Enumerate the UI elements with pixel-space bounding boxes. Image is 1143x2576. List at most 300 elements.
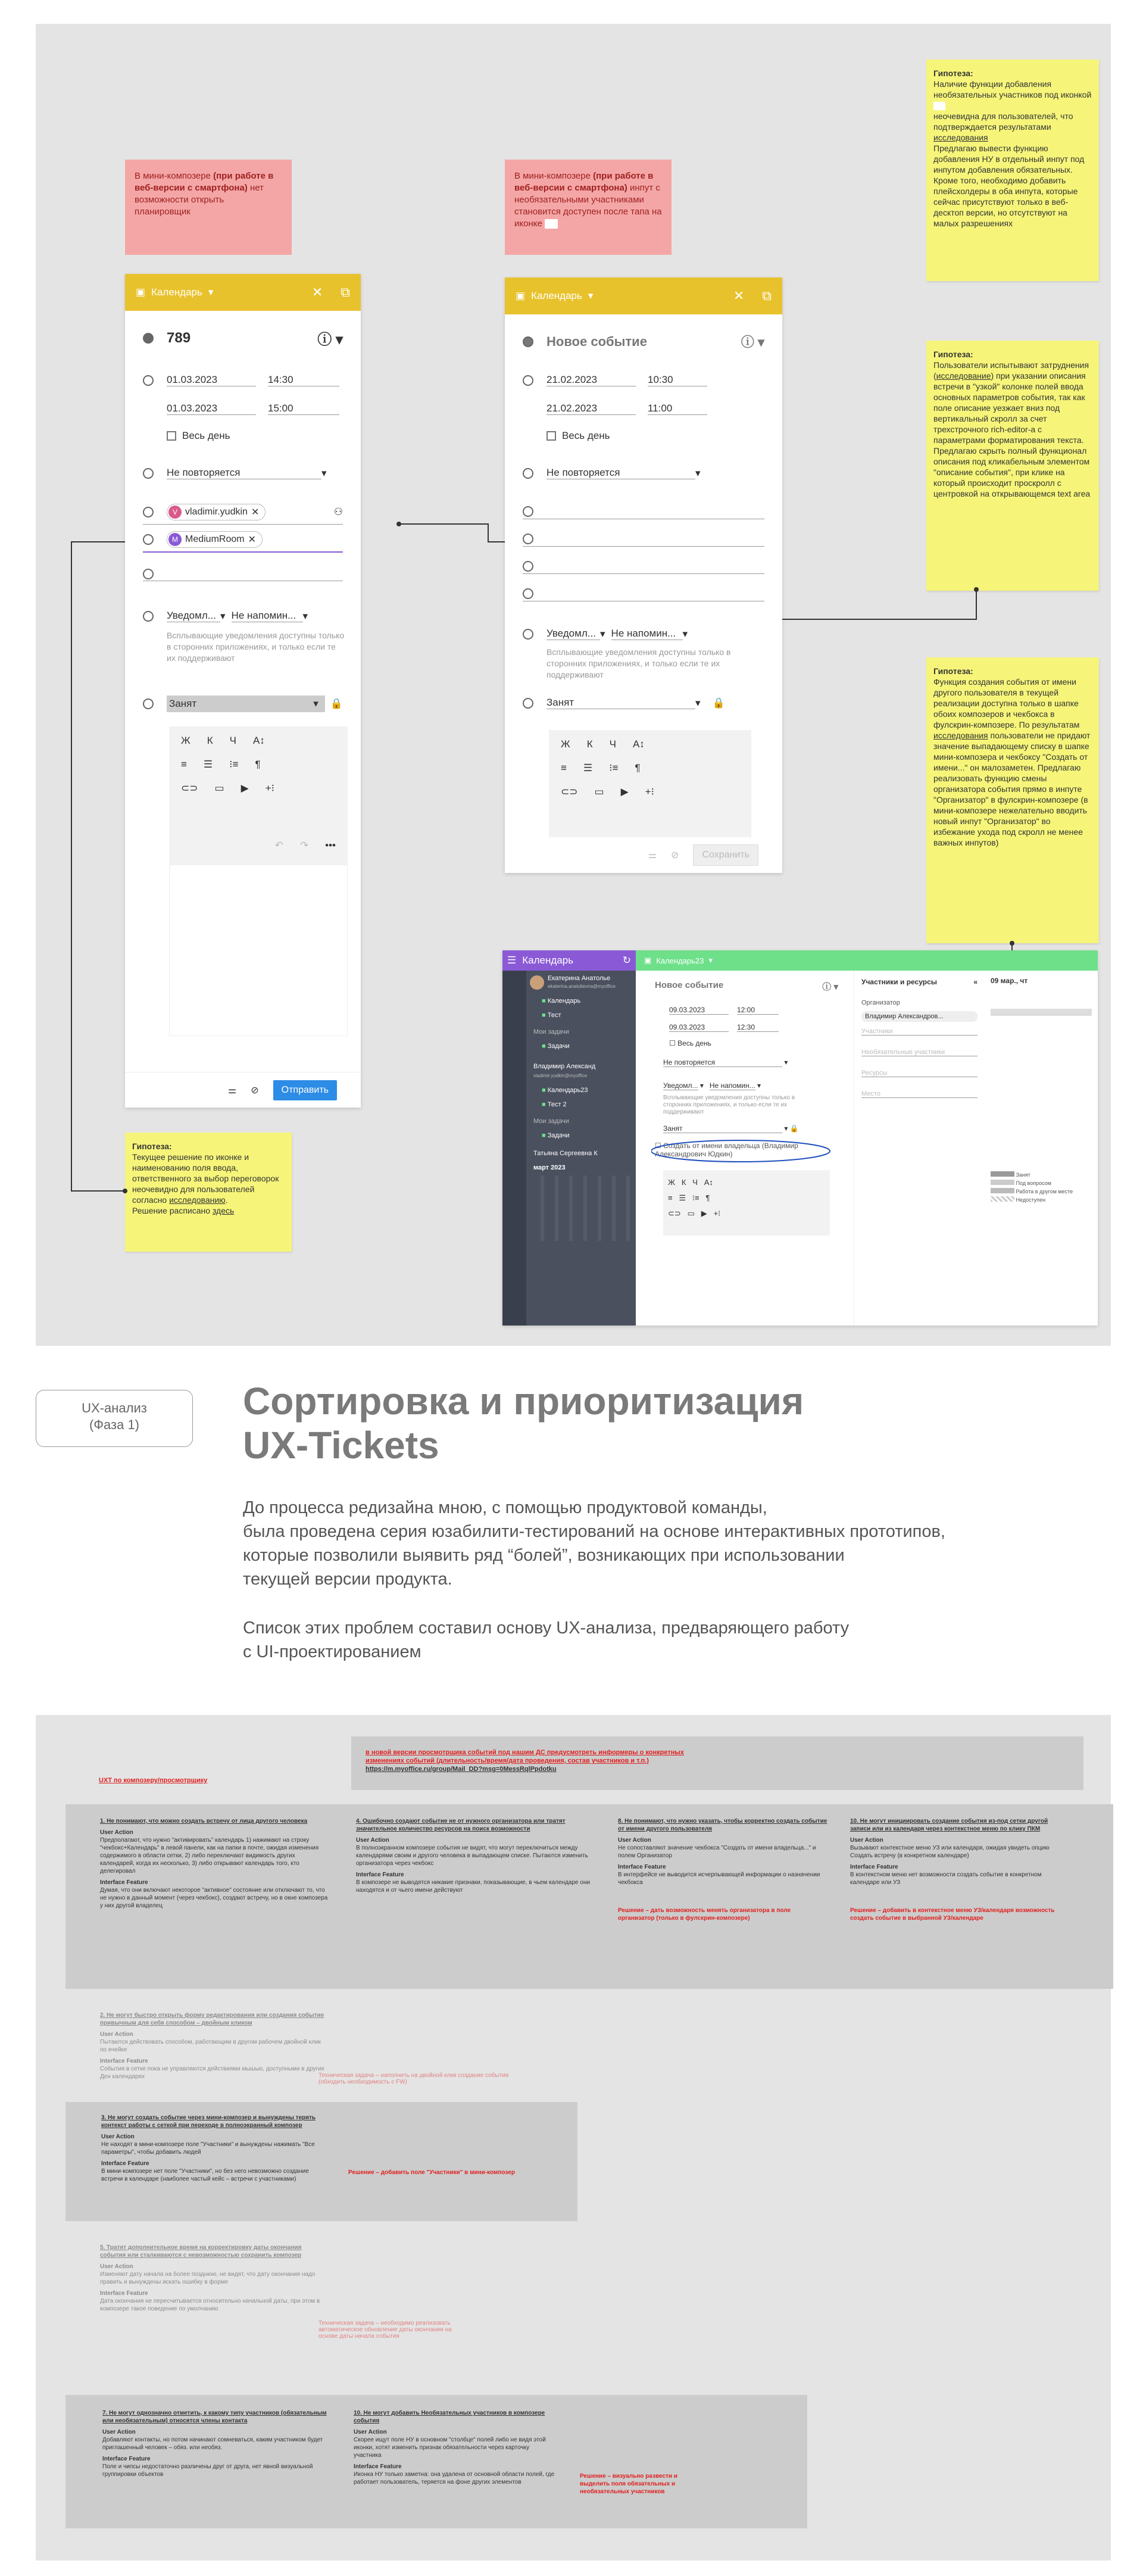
ticket-heading: Interface Feature [354, 2463, 402, 2470]
remind-select[interactable]: Не напомин... [232, 610, 303, 622]
ticket-card-8 [613, 1813, 833, 1927]
create-as-checkbox[interactable]: Создать от имени владельца (Владимир Александрович Юдкин) [655, 1142, 798, 1158]
ticket-heading: Interface Feature [100, 2058, 148, 2064]
font-size-icon[interactable]: A↕ [252, 735, 265, 746]
ticket-heading: User Action [100, 2031, 133, 2038]
video-icon[interactable]: ▶ [241, 782, 249, 794]
phase-label-line: UX-анализ [82, 1401, 147, 1415]
allday-row [523, 430, 764, 442]
date-row-2 [523, 403, 764, 415]
paragraph-icon[interactable]: ¶ [255, 759, 261, 770]
date-row-1 [669, 1006, 848, 1015]
research-link[interactable]: исследованию [169, 1195, 226, 1205]
bell-icon [523, 629, 533, 640]
date-row-2 [143, 403, 343, 415]
note-text: В мини-композере [135, 171, 214, 181]
expand-icon[interactable]: ⧉ [341, 285, 350, 300]
ticket-heading: User Action [850, 1837, 883, 1844]
ticket-card-10 [845, 1813, 1072, 1927]
repeat-icon [523, 468, 533, 479]
description-editor[interactable]: Ж К Ч A↕ ≡ ☰ ⁝≡ ¶ ⊂⊃ ▭ ▶ +⁝ [663, 1170, 830, 1236]
ticket-heading: User Action [101, 2134, 135, 2140]
intro-line: которые позволили выявить ряд “болей”, возникающих при использовании [243, 1546, 845, 1565]
format-toolbar-2 [169, 755, 348, 774]
link-icon[interactable]: ⊂⊃ [561, 786, 578, 797]
calendar-label: Тест [547, 1012, 561, 1019]
start-time-input[interactable]: 10:30 [648, 374, 707, 386]
info-icon[interactable]: ⓘ ▾ [317, 332, 343, 348]
notify-select[interactable]: Уведомл... [167, 610, 220, 622]
title-row [655, 980, 848, 993]
allday-checkbox[interactable] [167, 431, 176, 441]
busy-select[interactable]: Занят [663, 1124, 782, 1133]
note-text: ) при указании описания встречи в "узкой" колонке полей ввода основных параметров события, так как поле описание уезжает вниз под вертикальный скролл за счет трехстрочного rich-editor-а с параметрами форматирования текста. Предлагаю скрыть полный функционал описания под кликабельным элементом "описание события", при клике на который происходит проскролл с центровкой на открывающемся text area [933, 371, 1091, 498]
repeat-select[interactable]: Не повторяется [167, 467, 321, 479]
note-text: неочевидна для пользователей, что подтверждается результатами [933, 111, 1073, 132]
ticket-title: 10. Не могут добавить Необязательных участников в композере события [354, 2410, 545, 2424]
repeat-select[interactable]: Не повторяется [546, 467, 695, 479]
schedule-date: 09 мар., чт [991, 977, 1028, 985]
title-row [143, 328, 343, 348]
user-item[interactable] [530, 974, 632, 991]
settings-icon[interactable]: ⚌ [648, 850, 657, 860]
menu-icon[interactable]: ☰ [507, 955, 517, 966]
end-time-input[interactable]: 11:00 [648, 403, 707, 415]
start-date-input[interactable]: 21.02.2023 [546, 374, 636, 386]
note-bold: (при работе в веб-версии с смартфона) [135, 171, 274, 193]
optional-participants-icon[interactable]: ⚇ [333, 506, 343, 517]
ticket-title: 2. Не могут быстро открыть форму редактирования или создания событие привычным для себя способом – двойным кликом [100, 2012, 324, 2026]
legend-item: Занят [991, 1171, 1092, 1179]
note-bold: (при работе в веб-версии с смартфона) [514, 171, 654, 193]
fullscreen-composer [502, 950, 1098, 1326]
busy-row: Занят ▾ 🔒 [663, 1124, 799, 1133]
note-text: инпут с необязательными участниками становится доступен после тапа на иконке [514, 183, 662, 229]
ticket-text: Иконка НУ только заметна: она удалена от основной области полей, где работает пользователь, теряется на фоне других элементов [354, 2471, 555, 2485]
end-date-input[interactable]: 21.02.2023 [546, 403, 636, 415]
intro-line: была проведена серия юзабилити-тестирований на основе интерактивных прототипов, [243, 1522, 945, 1541]
align-icon[interactable]: ≡ [181, 759, 187, 770]
calendar-icon: ▣ [516, 290, 526, 301]
resource-row [523, 559, 764, 574]
add-icon[interactable]: +⁝ [265, 782, 274, 794]
note-text: Функция создания события от имени другого пользователя в текущей реализации доступна только в шапке обоих композеров и чекбокса в фулскрин-композере. По результатам [933, 677, 1080, 729]
notify-row: Уведомл... ▾ Не напомин... ▾ [663, 1081, 761, 1090]
sidebar-calendar-item[interactable]: ■ Календарь23 [542, 1087, 588, 1094]
note-title: Гипотеза: [933, 350, 973, 359]
location-icon [143, 569, 154, 579]
ticket-heading: User Action [100, 2263, 133, 2270]
note-title: Гипотеза: [933, 68, 973, 78]
format-toolbar-1 [169, 726, 348, 755]
ticket-title: 3. Не могут создать событие через мини-композер и вынуждены терять контекст работы с сеткой при переходе в полноэкранный композер [101, 2115, 316, 2129]
save-button[interactable]: Сохранить [693, 844, 758, 866]
solution-link[interactable]: здесь [212, 1206, 235, 1215]
participants-input[interactable]: Участники [861, 1028, 978, 1036]
calendar-label: Календарь [547, 997, 581, 1005]
start-time-input[interactable]: 14:30 [268, 374, 339, 386]
format-toolbar-3 [549, 778, 751, 806]
paragraph-icon[interactable]: ¶ [635, 762, 641, 774]
intro-paragraph [243, 1496, 1106, 1591]
ticket-title: 10. Не могут инициировать создание события из-под сетки другой записи или из календаря через контекстное меню по клику ПКМ [850, 1818, 1048, 1832]
ticket-title: 4. Ошибочно создают событие не от нужного организатора или тратят значительное количество ресурсов на поиск возможности [356, 1818, 566, 1832]
top-note-link[interactable]: https://m.myoffice.ru/group/Mail_DD?msg=0MessRqlPpdotku [366, 1766, 557, 1773]
busy-row: Занят ▾ 🔒 [143, 696, 343, 712]
repeat-icon [143, 468, 154, 479]
participants-row [523, 504, 764, 519]
briefcase-icon [523, 698, 533, 709]
title-line: Сортировка и приоритизация [243, 1380, 804, 1423]
remind-select[interactable]: Не напомин... [611, 628, 683, 640]
info-icon[interactable]: ⓘ ▾ [822, 982, 838, 992]
organizer-chip[interactable]: Владимир Александров... [861, 1011, 978, 1022]
calendar-label: Тест 2 [547, 1101, 567, 1108]
ticket-text: События в сетке пока не управляются действиями мышью, доступными в других Ден календарях [100, 2066, 324, 2080]
align-icon[interactable]: ≡ [561, 762, 567, 774]
intro-line: Список этих проблем составил основу UX-анализа, предваряющего работу [243, 1618, 850, 1638]
legend-item: Недоступен [991, 1196, 1092, 1204]
ticket-text: В мини-композере нет поле "Участники", но без него невозможно создание встречи в календаре (наиболее частый кейс – встречи с участниками) [101, 2168, 309, 2182]
event-title[interactable]: 789 [167, 329, 191, 346]
event-title[interactable]: Новое событие [546, 333, 647, 349]
date-row-1 [523, 374, 764, 386]
research-link[interactable]: исследования [933, 133, 988, 142]
app-header [502, 950, 636, 971]
ticket-text: Изменяют дату начала на более позднюю, не видят, что дату окончания надо править и вынуждены искать ошибку в форме [100, 2271, 316, 2285]
sticky-hypothesis-4: Гипотеза: Текущее решение по иконке и наименованию поля ввода, ответственного за выбор переговорок неочевидно для пользователей согласно исследованию. Решение расписано здесь [125, 1133, 292, 1252]
app-title: Календарь [531, 290, 582, 301]
date-row-1 [143, 374, 343, 386]
repeat-row: Не повторяется ▾ [143, 467, 343, 479]
date-row-2 [669, 1023, 848, 1032]
intro-line: текущей версии продукта. [243, 1570, 452, 1589]
ticket-solution: Решение – дать возможность менять организатора в поле организатор (только в фулскрин-композере) [618, 1907, 791, 1922]
mini-composer-1 [125, 274, 361, 1108]
description-editor[interactable] [169, 726, 348, 1036]
briefcase-icon [143, 698, 154, 709]
bold-icon[interactable]: Ж [181, 735, 190, 746]
settings-icon[interactable]: ⚌ [227, 1085, 237, 1096]
ticket-heading: User Action [356, 1837, 389, 1844]
history-toolbar [275, 840, 336, 852]
format-toolbar-2 [549, 759, 751, 778]
ticket-card-1 [95, 1813, 333, 1914]
user-name: Екатерина Анатолье [548, 975, 611, 982]
intro-paragraph-2 [243, 1616, 1106, 1664]
ticket-heading: User Action [100, 1829, 133, 1836]
optional-user-icon [523, 534, 533, 544]
ticket-heading: User Action [354, 2429, 387, 2435]
allday-label: Весь день [677, 1039, 711, 1047]
top-note [351, 1736, 1083, 1790]
ticket-card-10b [349, 2405, 563, 2491]
end-date-input[interactable]: 01.03.2023 [167, 403, 256, 415]
ticket-text: Дата окончания не пересчитывается относительно начальной даты, при этом в композере такое поведение по умолчанию [100, 2298, 320, 2312]
ticket-solution: Решение – добавить поле "Участники" в мини-композер [348, 2169, 515, 2176]
note-title: Гипотеза: [132, 1142, 172, 1151]
note-text: нет возможности открыть планировщик [135, 183, 264, 217]
user-name[interactable]: Татьяна Сергеевна К [533, 1150, 598, 1157]
start-date-input[interactable]: 09.03.2023 [669, 1006, 729, 1015]
tab-title[interactable]: Календарь23 [656, 956, 704, 965]
send-button[interactable]: Отправить [273, 1080, 337, 1100]
notify-hint: Всплывающие уведомления доступны только в сторонних приложениях, и только если те их поддерживают [167, 631, 345, 663]
highlight-circle [651, 1138, 836, 1164]
format-toolbar-3 [169, 774, 348, 803]
section-heading: Мои задачи [533, 1028, 569, 1036]
place-input[interactable]: Место [861, 1090, 978, 1098]
font-size-icon[interactable]: A↕ [632, 738, 645, 750]
chevron-down-icon[interactable]: ▾ [588, 290, 594, 301]
sidebar-calendar-item[interactable]: ■ Тест 2 [542, 1101, 567, 1108]
ticket-title: 8. Не понимают, что нужно указать, чтобы корректно создать событие от имени другого пользователя [618, 1818, 827, 1832]
ticket-card-5 [95, 2239, 333, 2318]
ticket-text: В контекстном меню нет возможности создать событие в конкретном календаре или УЗ [850, 1872, 1042, 1886]
create-as-row: ☐ Создать от имени владельца (Владимир Александрович Юдкин) [655, 1142, 833, 1158]
app-title: Календарь [151, 286, 202, 298]
tab-bar: ▣ Календарь23 ▾ [636, 950, 1098, 971]
underline-icon[interactable]: Ч [609, 738, 616, 750]
composer-footer [125, 1072, 361, 1108]
top-note-text: в новой версии просмотрщика событий под нашим ДС предусмотреть информеры о конкретных изменениях событий (длительность/время/дата проведения, состав участников и т.п.) [366, 1749, 684, 1764]
ticket-text: В композере не выводятся никакие признаки, показывающие, в чьем календаре они находятся и от чьего имени действуют [356, 1879, 591, 1894]
attach-icon[interactable]: ⊘ [671, 850, 679, 860]
color-dot-icon[interactable] [523, 336, 533, 347]
note-text: Предлагаю вывести функцию добавления НУ в отдельный инпут под инпутом добавления обязательных. Кроме того, необходимо добавить плейсхолдеры в оба инпута, которые сейчас присутствуют только в веб-десктоп версии, но отсутствуют на малых разрешениях [933, 144, 1085, 228]
note-text: Пользователи испытывают затруднения ( [933, 360, 1089, 381]
participant-chip[interactable]: V vladimir.yudkin ✕ [167, 504, 266, 520]
collapse-icon[interactable]: « [973, 978, 978, 986]
ticket-text: В интерфейсе не выводится исчерпывающей информации о назначении чекбокса [618, 1872, 820, 1886]
composer-titlebar [505, 277, 782, 314]
ticket-heading: User Action [618, 1837, 651, 1844]
sidebar-task-item[interactable]: ■ Задачи [542, 1132, 570, 1139]
close-icon[interactable]: ✕ [733, 288, 745, 303]
section-heading: Мои задачи [533, 1118, 569, 1125]
ticket-heading: User Action [102, 2429, 136, 2435]
close-icon[interactable]: ✕ [311, 285, 323, 300]
video-icon[interactable]: ▶ [620, 786, 629, 797]
italic-icon[interactable]: К [586, 738, 593, 750]
intro-line: До процесса редизайна мною, с помощью продуктовой команды, [243, 1498, 767, 1517]
ticket-card-2 [95, 2007, 333, 2085]
ticket-text: Не находят в мини-композере поле "Участники" и вынуждены нажимать "Все параметры", чтобы добавить людей [101, 2141, 315, 2156]
chevron-down-icon[interactable]: ▾ [208, 286, 214, 298]
ticket-title: 7. Не могут однозначно отметить, к какому типу участников (обязательным или необязательным) относятся члены контакта [102, 2410, 327, 2424]
ticket-text: Добавляют контакты, но потом начинают сомневаться, каким участником будет приглашенный человек – обяз. или необяз. [102, 2437, 323, 2451]
avatar: M [168, 533, 182, 546]
ticket-solution: Решение – визуально развести и выделить поля обязательных и необязательных участников [580, 2473, 677, 2495]
phase-label [36, 1390, 193, 1447]
allday-checkbox[interactable] [546, 431, 556, 441]
bell-icon [143, 611, 154, 622]
ticket-text: Пытаются действовать способом, работающим в другом рабочем двойной клик по ячейке [100, 2039, 321, 2053]
ux-tickets-board [36, 1715, 1111, 2561]
sidebar-calendar-item[interactable]: ■ Календарь [542, 997, 581, 1005]
list-icon[interactable]: ⁝≡ [609, 762, 619, 774]
calendar-label: Календарь23 [547, 1087, 588, 1094]
busy-row: Занят ▾ 🔒 [523, 697, 764, 709]
align-center-icon[interactable]: ☰ [203, 759, 213, 770]
ticket-text: Предполагают, что нужно "активировать" календарь 1) нажимают на строку "чекбокс+Календарь" в левой панели, как на папки в почте, ожидая изменения содержимого в области сетки, 2) либо переключают видимость других календарей, когда их несколько, 3) либо открывают календарь того, кто делегировал [100, 1837, 319, 1875]
ticket-solution: Решение – добавить в контекстное меню УЗ/календаря возможность создать событие в выбранной УЗ/календаре [850, 1907, 1055, 1922]
start-date-input[interactable]: 01.03.2023 [167, 374, 256, 386]
user-name[interactable]: Владимир Александ [533, 1063, 596, 1070]
resources-input[interactable]: Ресурсы [861, 1069, 978, 1077]
sidebar-calendar-item[interactable]: ■ Тест [542, 1012, 561, 1019]
ticket-note: Техническая задача – наполнить на двойной клик создание события (обходить необходимость с FW) [318, 2072, 509, 2085]
notify-select[interactable]: Уведомл... [663, 1081, 698, 1090]
room-icon [143, 534, 154, 545]
ticket-heading: Interface Feature [850, 1864, 898, 1870]
user-email: ekaterina.anatolievna@myoffice [548, 984, 616, 989]
room-icon [523, 561, 533, 572]
note-text: Текущее решение по иконке и наименованию поля ввода, ответственного за выбор переговорок неочевидно для пользователей согласно [132, 1152, 279, 1205]
research-link[interactable]: исследование [936, 371, 991, 381]
repeat-select[interactable]: Не повторяется [663, 1058, 782, 1067]
schedule-row [991, 1009, 1092, 1016]
mini-calendar-month: март 2023 [533, 1164, 566, 1171]
app-title: Календарь [522, 955, 574, 966]
expand-icon[interactable]: ⧉ [762, 288, 772, 303]
ticket-heading: Interface Feature [101, 2160, 149, 2167]
italic-icon[interactable]: К [207, 735, 213, 746]
refresh-icon[interactable]: ↻ [622, 955, 631, 966]
notify-select[interactable]: Уведомл... [546, 628, 600, 640]
ticket-title: 1. Не понимают, что можно создать встречу от лица другого человека [100, 1818, 308, 1825]
ticket-card-3 [65, 2102, 577, 2221]
attach-icon[interactable]: ⊘ [251, 1085, 259, 1096]
prototype-board [36, 24, 1111, 1346]
ticket-text: Не сопоставляют значение чекбокса "Создать от имени владельца..." и полем Организатор [618, 1845, 816, 1859]
legend-item: Работа в другом месте [991, 1187, 1092, 1196]
list-icon[interactable]: ⁝≡ [229, 759, 239, 770]
panel-header [861, 978, 978, 986]
panel-title: Участники и ресурсы [861, 978, 937, 986]
task-label: Задачи [547, 1043, 570, 1050]
busy-select[interactable]: Занят [167, 696, 325, 712]
user-icon [523, 506, 533, 517]
event-title[interactable]: Новое событие [655, 980, 724, 990]
more-icon[interactable]: ••• [325, 840, 336, 851]
sidebar-task-item[interactable]: ■ Задачи [542, 1043, 570, 1050]
bold-icon[interactable]: Ж [561, 738, 570, 750]
repeat-row: Не повторяется ▾ [663, 1058, 788, 1066]
page-title [243, 1379, 1076, 1467]
composer-footer [505, 837, 782, 873]
remind-select[interactable]: Не напомин... [709, 1081, 755, 1090]
ticket-text: Скорее ищут поле НУ в основном "столбце" полей либо не видя этой иконки, хотят изменить признак обязательности через карточку участника [354, 2437, 546, 2459]
user-email: vladimir.yudkin@myoffice [533, 1073, 588, 1078]
user-icon [143, 507, 154, 517]
align-center-icon[interactable]: ☰ [583, 762, 593, 774]
redo-icon[interactable]: ↷ [299, 840, 309, 851]
end-date-input[interactable]: 09.03.2023 [669, 1023, 729, 1032]
repeat-row: Не повторяется ▾ [523, 467, 764, 479]
notify-row: Уведомл... ▾ Не напомин... ▾ [523, 628, 764, 640]
end-time-input[interactable]: 12:30 [737, 1023, 779, 1032]
intro-line: с UI-проектированием [243, 1642, 421, 1661]
ticket-card-4 [351, 1813, 595, 1899]
calendar-icon: ▣ [644, 956, 652, 965]
resource-row [143, 531, 343, 553]
link-icon[interactable]: ⊂⊃ [181, 782, 198, 794]
image-icon[interactable]: ▭ [594, 786, 604, 797]
availability-legend [991, 1171, 1092, 1204]
allday-row [143, 430, 343, 442]
notify-hint: Всплывающие уведомления доступны только в сторонних приложениях, и только если те их поддерживают [546, 647, 731, 679]
note-text: пользователи не придают значение выпадающему списку в шапке мини-композера и чекбоксу "Создать от имени..." он малозаметен. Предлагаю реализовать функцию смены организатора события прямо в инпуте "Организатор" в фулскрин-композере (в мини-композере нежелательно вводить новый инпут "Организатор" во избежание ухода под скролл не менее важных инпутов) [933, 731, 1091, 847]
busy-select[interactable]: Занят [546, 697, 695, 709]
ticket-text: В полноэкранном композере события не видят, что могут переключиться между календарями своим и другого человека в выпадающем списке. Пытаются изменить организатора через чекбокс [356, 1845, 588, 1867]
ticket-heading: Interface Feature [102, 2456, 151, 2462]
ticket-text: Вызывают контекстное меню УЗ или календаря, ожидая увидеть опцию Создать встречу (в конкретном календаре) [850, 1845, 1050, 1859]
ticket-text: Поле и чипсы недостаточно различены друг от друга, нет явной визуальной группировки объектов [102, 2463, 313, 2478]
calendar-sidebar [526, 971, 636, 1326]
participants-panel [854, 971, 985, 1326]
undo-icon[interactable]: ↶ [274, 840, 283, 851]
optional-participants-input[interactable]: Необязательные участники [861, 1049, 978, 1056]
mini-composer-2 [505, 277, 782, 873]
info-icon[interactable]: ⓘ ▾ [741, 335, 764, 350]
schedule-grid [985, 971, 1098, 1326]
location-row [143, 567, 343, 581]
calendar-icon: ▣ [136, 286, 146, 298]
allday-row: ☐ Весь день [669, 1039, 711, 1047]
research-link[interactable]: исследования [933, 731, 988, 740]
ticket-heading: Interface Feature [356, 1872, 404, 1878]
allday-label: Весь день [562, 430, 610, 441]
description-editor[interactable] [549, 730, 751, 837]
avatar: V [168, 506, 182, 519]
ticket-note: Техническая задача – необходимо реализовать автоматическое обновление даты окончания на основе даты начала события [318, 2320, 452, 2340]
note-title: Гипотеза: [933, 666, 973, 676]
add-icon[interactable]: +⁝ [645, 786, 654, 797]
optional-participants-row [523, 531, 764, 547]
title-line: UX-Tickets [243, 1424, 439, 1467]
ticket-card-7 [98, 2405, 336, 2483]
title-row [523, 332, 764, 351]
event-form [645, 971, 848, 1326]
underline-icon[interactable]: Ч [229, 735, 236, 746]
phase-label-line: (Фаза 1) [89, 1417, 140, 1432]
ticket-text: Думая, что они включают некоторое "активное" состояние или отключают то, что не нужно в данный момент (через чекбокс), создают встречу, но в окне композера у них другой владелец [100, 1887, 328, 1909]
color-dot-icon[interactable] [143, 333, 154, 344]
location-icon [523, 588, 533, 599]
start-time-input[interactable]: 12:00 [737, 1006, 779, 1015]
composer-titlebar [125, 274, 361, 311]
image-icon[interactable]: ▭ [214, 782, 224, 794]
resource-chip[interactable]: M MediumRoom ✕ [167, 531, 263, 548]
end-time-input[interactable]: 15:00 [268, 403, 339, 415]
mini-calendar-grid[interactable] [530, 1175, 632, 1241]
ticket-heading: Interface Feature [100, 1879, 148, 1886]
note-text: В мини-композере [514, 171, 594, 181]
location-row [523, 586, 764, 601]
format-toolbar-1 [549, 730, 751, 759]
chip-label: MediumRoom [185, 534, 245, 544]
icon-rail [502, 971, 526, 1326]
ticket-heading: Interface Feature [100, 2290, 148, 2297]
notify-row: Уведомл... ▾ Не напомин... ▾ [143, 610, 343, 622]
notify-hint: Всплывающие уведомления доступны только в сторонних приложениях, и только если те их поддерживают [663, 1094, 795, 1115]
description-textarea[interactable] [169, 865, 348, 1036]
ticket-title: 5. Тратят дополнительное время на корректировку даты окончания события или сталкиваются с невозможностью сохранить композер [100, 2244, 302, 2259]
avatar [530, 975, 544, 990]
organizer-label: Организатор [861, 999, 900, 1006]
chip-label: vladimir.yudkin [185, 507, 248, 517]
